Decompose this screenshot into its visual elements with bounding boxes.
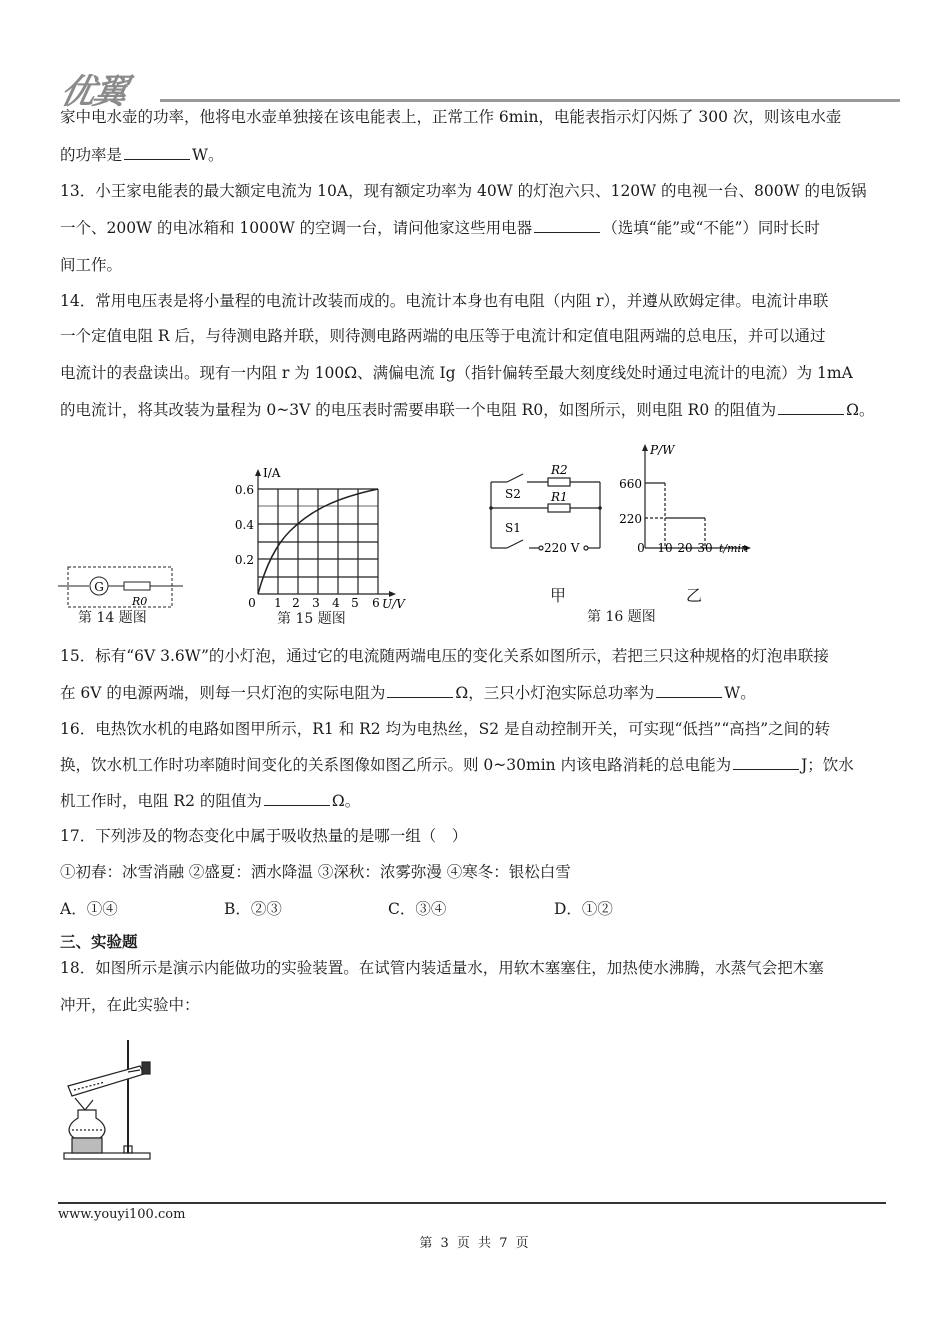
- option-b[interactable]: B．②③: [224, 900, 282, 918]
- x-tick: 1: [274, 596, 282, 610]
- x-tick: 0: [248, 596, 256, 610]
- x-tick: 6: [372, 596, 380, 610]
- y-tick: 0.2: [234, 553, 254, 567]
- y-tick: 220: [619, 512, 642, 526]
- q14-line3: 电流计的表盘读出。现有一内阻 r 为 100Ω、满偏电流 Ig（指针偏转至最大刻度线处时通过电流计的电流）为 1mA: [60, 364, 853, 382]
- q17-items: ①初春：冰雪消融 ②盛夏：洒水降温 ③深秋：浓雾弥漫 ④寒冬：银松白雪: [60, 863, 571, 881]
- q14-line2: 一个定值电阻 R 后，与待测电路并联，则待测电路两端的电压等于电流计和定值电阻两端的总电压，并可以通过: [60, 327, 826, 345]
- fig15-caption: 第 15 题图: [277, 611, 346, 627]
- y-tick: 660: [619, 477, 642, 491]
- footer-url[interactable]: www.youyi100.com: [58, 1207, 186, 1222]
- r1-label: R1: [551, 490, 568, 504]
- q13-text-after: （选填“能”或“不能”）同时长时: [602, 219, 820, 237]
- s1-label: S1: [505, 521, 521, 535]
- q14-text-before: 的电流计，将其改装为量程为 0~3V 的电压表时需要串联一个电阻 R0，如图所示，则电阻 R0 的阻值为: [60, 401, 777, 419]
- fig14-circuit: [58, 560, 188, 610]
- q14-text-after: Ω。: [846, 401, 875, 419]
- option-a[interactable]: A．①④: [60, 900, 118, 918]
- section-heading: 三、实验题: [60, 933, 138, 951]
- q13-line3: 间工作。: [60, 256, 123, 274]
- q13-line2: [60, 218, 820, 238]
- header-divider: [160, 99, 900, 102]
- q15-text-b: Ω，三只小灯泡实际总功率为: [455, 684, 655, 702]
- source-label: 220 V: [544, 541, 580, 555]
- q12-line2: [60, 145, 223, 165]
- q17-stem: 17．下列涉及的物态变化中属于吸收热量的是哪一组（ ）: [60, 827, 468, 845]
- x-tick: 2: [292, 596, 300, 610]
- brand-logo: 优翼: [57, 72, 130, 112]
- q14-line1: 14．常用电压表是将小量程的电流计改装而成的。电流计本身也有电阻（内阻 r），并遵从欧姆定律。电流计串联: [60, 292, 829, 310]
- fig15-chart: [230, 465, 410, 615]
- option-d[interactable]: D．①②: [554, 900, 613, 918]
- option-c[interactable]: C．③④: [388, 900, 447, 918]
- q13-text-before: 一个、200W 的电冰箱和 1000W 的空调一台，请问他家这些用电器: [60, 219, 533, 237]
- answer-blank[interactable]: [534, 218, 600, 233]
- q16-line2: [60, 755, 854, 775]
- answer-blank[interactable]: [733, 755, 799, 770]
- x-tick: 20: [677, 541, 693, 555]
- fig16-power-graph: [615, 440, 755, 560]
- q16-text-after: Ω。: [331, 792, 361, 810]
- q16-text-before: 机工作时，电阻 R2 的阻值为: [60, 792, 262, 810]
- r2-label: R2: [551, 463, 568, 477]
- x-tick: 30: [697, 541, 713, 555]
- q12-line1: 家中电水壶的功率，他将电水壶单独接在该电能表上，正常工作 6min，电能表指示灯闪烁了 300 次，则该电水壶: [60, 108, 842, 126]
- x-tick: 4: [332, 596, 340, 610]
- r0-label: R0: [132, 595, 148, 608]
- q15-line2: [60, 683, 756, 703]
- answer-blank[interactable]: [264, 791, 330, 806]
- y-axis-label: P/W: [650, 443, 675, 457]
- x-tick: 3: [312, 596, 320, 610]
- x-axis-label: t/min: [719, 542, 749, 555]
- fig16-circuit: [485, 460, 605, 555]
- fig16-caption: 第 16 题图: [587, 609, 656, 625]
- footer-divider: [58, 1202, 886, 1204]
- q15-line1: 15．标有“6V 3.6W”的小灯泡，通过它的电流随两端电压的变化关系如图所示，若把三只这种规格的灯泡串联接: [60, 647, 829, 665]
- y-tick: 0.6: [234, 483, 254, 497]
- y-tick: 0.4: [234, 518, 254, 532]
- answer-blank[interactable]: [124, 145, 190, 160]
- q18-line1: 18．如图所示是演示内能做功的实验装置。在试管内装适量水，用软木塞塞住，加热使水沸腾，水蒸气会把木塞: [60, 959, 824, 977]
- y-axis-label: I/A: [263, 466, 281, 480]
- s2-label: S2: [505, 487, 521, 501]
- q13-line1: 13．小王家电能表的最大额定电流为 10A，现有额定功率为 40W 的灯泡六只、120W 的电视一台、800W 的电饭锅: [60, 182, 867, 200]
- x-tick: 10: [657, 541, 673, 555]
- q18-line2: 冲开，在此实验中：: [60, 996, 200, 1014]
- answer-blank[interactable]: [387, 683, 453, 698]
- fig16-sub-a: 甲: [550, 586, 567, 605]
- experiment-apparatus: [60, 1038, 160, 1163]
- x-axis-label: U/V: [382, 597, 405, 611]
- answer-blank[interactable]: [778, 400, 844, 415]
- q16-text-before: 换，饮水机工作时功率随时间变化的关系图像如图乙所示。则 0~30min 内该电路消耗的总电能为: [60, 756, 732, 774]
- q15-text-a: 在 6V 的电源两端，则每一只灯泡的实际电阻为: [60, 684, 386, 702]
- page-number: 第 3 页 共 7 页: [419, 1236, 531, 1251]
- x-tick: 0: [637, 541, 645, 555]
- q14-line4: [60, 400, 874, 420]
- q15-text-c: W。: [724, 684, 756, 702]
- galvanometer-label: G: [94, 580, 104, 594]
- q16-line3: [60, 791, 360, 811]
- q16-text-after: J；饮水: [801, 756, 854, 774]
- answer-blank[interactable]: [656, 683, 722, 698]
- q12-text-before: 的功率是: [60, 146, 123, 164]
- fig14-caption: 第 14 题图: [78, 610, 147, 626]
- q12-text-after: W。: [192, 146, 224, 164]
- x-tick: 5: [351, 596, 359, 610]
- fig16-sub-b: 乙: [686, 586, 703, 605]
- q16-line1: 16．电热饮水机的电路如图甲所示，R1 和 R2 均为电热丝，S2 是自动控制开关，可实现“低挡”“高挡”之间的转: [60, 720, 831, 738]
